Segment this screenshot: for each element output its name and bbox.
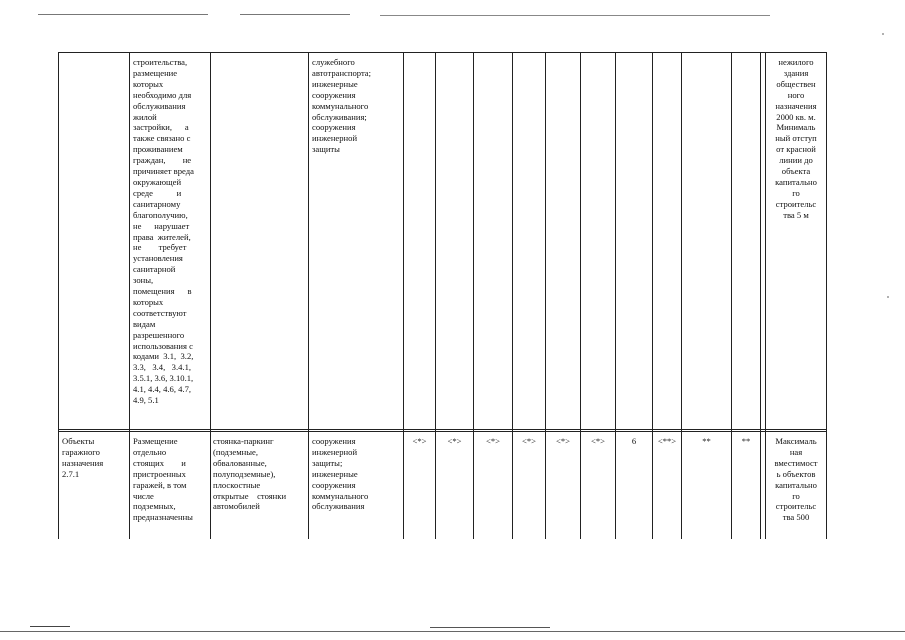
table-col-border: [615, 52, 616, 539]
table-col-border: [580, 52, 581, 539]
cell-line: объекта: [781, 166, 811, 177]
cell-line: стоящих и: [133, 457, 186, 468]
cell-line: застройки, а: [133, 122, 189, 133]
row1-last-col-text: [766, 57, 826, 221]
cell-line: служебного: [312, 57, 355, 67]
cell-line: санитарному: [133, 198, 181, 209]
cell-line: плоскостные: [213, 479, 261, 490]
cell-line: тва 500: [782, 512, 810, 523]
cell-line: зоны,: [133, 275, 154, 286]
cell-line: Максималь: [775, 436, 817, 446]
table-col-border: [652, 52, 653, 539]
cell-line: назначения: [775, 100, 817, 111]
cell-line: полуподземные),: [213, 468, 276, 479]
cell-line: нежилого: [778, 57, 814, 67]
scan-speck: [887, 296, 889, 298]
cell-line: санитарной: [133, 264, 176, 275]
cell-line: сооружения: [312, 89, 356, 100]
row2-param-cell: <*>: [447, 436, 462, 446]
cell-line: не требует: [133, 242, 187, 253]
cell-line: 3.3, 3.4, 3.4.1,: [133, 362, 192, 373]
row2-param-cell: <**>: [657, 436, 677, 446]
table-row-border: [58, 431, 827, 432]
table-col-border: [473, 52, 474, 539]
cell-line: инженерной: [312, 133, 358, 144]
row2-last-col-text: [766, 436, 826, 523]
cell-line: тва 5 м: [783, 209, 809, 220]
cell-line: помещения в: [133, 286, 192, 297]
table-col-border: [545, 52, 546, 539]
cell-line: 3.5.1, 3.6, 3.10.1,: [133, 373, 194, 384]
cell-line: открытые стоянки: [213, 490, 287, 501]
row2-col4-text: [312, 436, 400, 512]
cell-line: разрешенного: [133, 329, 185, 340]
cell-line: не нарушает: [133, 220, 190, 231]
table-col-border: [308, 52, 309, 539]
table-col-border: [129, 52, 130, 539]
table-col-border: [731, 52, 732, 539]
cell-line: от красной: [776, 144, 816, 155]
cell-line: подземных,: [133, 501, 176, 512]
cell-line: капитально: [775, 479, 817, 490]
cell-line: обслуживания: [133, 100, 186, 111]
cell-line: линии до: [779, 155, 813, 166]
cell-line: гаражей, в том: [133, 479, 187, 490]
row2-param-cell: <*>: [522, 436, 536, 446]
row2-param-cell: <*>: [486, 436, 500, 446]
table-col-border: [435, 52, 436, 539]
table-row-border: [58, 429, 827, 430]
cell-line: сооружения: [312, 122, 356, 133]
cell-line: гаражного: [62, 446, 100, 457]
cell-line: числе: [133, 490, 154, 501]
cell-line: обслуживания: [312, 501, 365, 512]
scan-top-rule: [240, 14, 350, 15]
cell-line: видам: [133, 318, 156, 329]
cell-line: 2000 кв. м.: [776, 111, 816, 122]
table-col-border: [210, 52, 211, 539]
row2-col3-text: [213, 436, 307, 512]
cell-line: обслуживания;: [312, 111, 367, 122]
cell-line: коммунального: [312, 100, 369, 111]
cell-line: инженерные: [312, 468, 358, 479]
scan-bottom-rule: [430, 627, 550, 628]
cell-line: ь объектов: [776, 468, 816, 479]
cell-line: строительс: [775, 501, 817, 512]
row2-param-cell: **: [741, 436, 751, 446]
cell-line: 4.1, 4.4, 4.6, 4.7,: [133, 384, 192, 395]
scan-top-rule: [38, 14, 208, 15]
row2-param-cell: 6: [631, 436, 637, 446]
cell-line: кодами 3.1, 3.2,: [133, 351, 194, 362]
table-row-border: [58, 52, 827, 53]
cell-line: ная: [789, 446, 803, 457]
cell-line: граждан, не: [133, 155, 192, 166]
cell-line: пристроенных: [133, 468, 186, 479]
cell-line: ный отступ: [775, 133, 817, 144]
row2-col1-text: [62, 436, 127, 480]
cell-line: стоянка-паркинг: [213, 436, 274, 446]
cell-line: инженерной: [312, 446, 358, 457]
cell-line: автотранспорта;: [312, 67, 372, 78]
row2-param-cell: <*>: [412, 436, 427, 446]
cell-line: инженерные: [312, 78, 358, 89]
cell-line: сооружения: [312, 479, 356, 490]
cell-line: жилой: [133, 111, 157, 122]
cell-line: проживанием: [133, 144, 183, 155]
cell-line: го: [792, 490, 800, 501]
cell-line: среде и: [133, 187, 182, 198]
table-col-border: [403, 52, 404, 539]
cell-line: обвалованные,: [213, 457, 267, 468]
cell-line: (подземные,: [213, 446, 258, 457]
cell-line: 4.9, 5.1: [133, 395, 159, 406]
cell-line: размещение: [133, 67, 178, 78]
cell-line: ного: [787, 89, 805, 100]
cell-line: окружающей: [133, 176, 182, 187]
row1-col2-text: [133, 57, 207, 406]
cell-line: вместимост: [774, 457, 818, 468]
cell-line: отдельно: [133, 446, 167, 457]
scan-bottom-rule: [30, 626, 70, 627]
table-col-border: [760, 52, 761, 539]
cell-line: здания: [783, 67, 809, 78]
row2-param-cell: <*>: [591, 436, 605, 446]
cell-line: установления: [133, 253, 183, 264]
cell-line: Размещение: [133, 436, 178, 446]
cell-line: необходимо для: [133, 89, 192, 100]
cell-line: строительс: [775, 198, 817, 209]
cell-line: причиняет вреда: [133, 166, 194, 177]
scan-top-rule: [380, 15, 770, 16]
scan-bottom-rule: [0, 631, 905, 632]
cell-line: также связано с: [133, 133, 191, 144]
cell-line: которых: [133, 296, 164, 307]
cell-line: го: [792, 187, 800, 198]
cell-line: предназначенны: [133, 512, 193, 523]
cell-line: строительства,: [133, 57, 188, 67]
cell-line: использования с: [133, 340, 193, 351]
cell-line: автомобилей: [213, 501, 260, 512]
cell-line: которых: [133, 78, 164, 89]
cell-line: соответствуют: [133, 307, 187, 318]
cell-line: 2.7.1: [62, 468, 80, 479]
cell-line: назначения: [62, 457, 104, 468]
scan-speck: [882, 33, 884, 35]
row2-col2-text: [133, 436, 209, 523]
cell-line: благополучию,: [133, 209, 188, 220]
cell-line: Минималь: [776, 122, 816, 133]
cell-line: обществен: [776, 78, 816, 89]
table-col-border: [681, 52, 682, 539]
cell-line: защиты: [312, 144, 340, 155]
cell-line: коммунального: [312, 490, 369, 501]
row2-param-cell: <*>: [556, 436, 570, 446]
table-col-border: [512, 52, 513, 539]
cell-line: Объекты: [62, 436, 95, 446]
cell-line: капитально: [775, 176, 817, 187]
row1-col4-text: [312, 57, 400, 155]
cell-line: защиты;: [312, 457, 343, 468]
row2-param-cell: **: [702, 436, 711, 446]
table-col-border: [826, 52, 827, 539]
cell-line: права жителей,: [133, 231, 191, 242]
cell-line: сооружения: [312, 436, 356, 446]
table-col-border: [58, 52, 59, 539]
